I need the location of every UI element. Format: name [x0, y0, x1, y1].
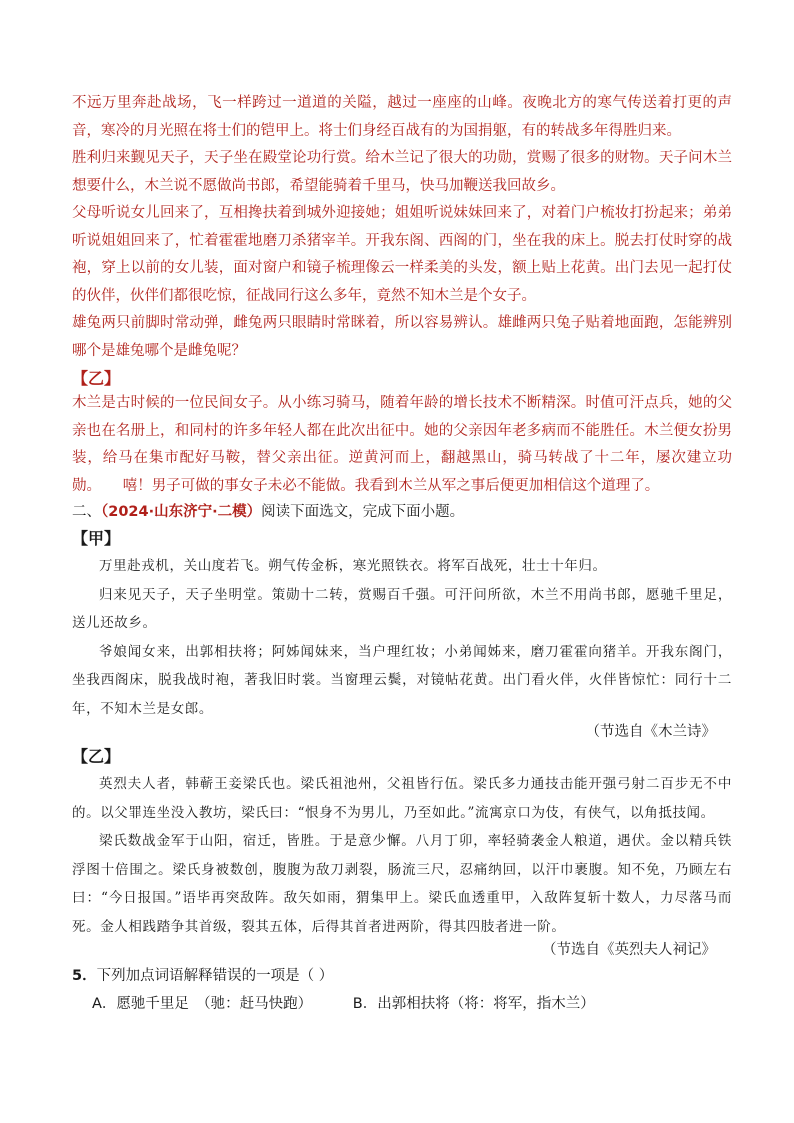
jia-source: （节选自《木兰诗》 — [585, 724, 716, 740]
yi-translation-paragraph — [72, 390, 732, 500]
yi-paragraph-2: 梁氏数战金军于山阳，宿迁，皆胜。于是意少懈。八月丁卯，率轻骑袭金人粮道，遇伏。金以精兵铁浮图十倍围之。梁氏身被数创，腹腹为敌刀剥裂，肠流三尺，忍痛纳回，以汗巾裹腹。知不免，乃顾左右曰：“今日报国。”语毕再突敌阵。敌矢如雨，猬集甲上。梁氏血透重甲，入敌阵复斩十数人，力尽落马而死。金人相践踏争其首级，裂其五体，后得其首者进两阶，得其四肢者进一阶。 — [72, 833, 732, 935]
jia-passage — [72, 552, 732, 723]
translation-paragraph-3: 父母听说女儿回来了，互相搀扶着到城外迎接她；姐姐听说妹妹回来了，对着门户梳妆打扮起来；弟弟听说姐姐回来了，忙着霍霍地磨刀杀猪宰羊。开我东阁、西阁的门，坐在我的床上。脱去打仗时穿的战袍，穿上以前的女儿装，面对窗户和镜子梳理像云一样柔美的头发，额上贴上花黄。出门去见一起打仗的伙伴，伙伴们都很吃惊，征战同行这么多年，竟然不知木兰是个女子。 — [72, 205, 732, 304]
translation-paragraph-4: 雄兔两只前脚时常动弹，雌兔两只眼睛时常眯着，所以容易辨认。雄雌两只兔子贴着地面跑，怎能辨别哪个是雄兔哪个是雌兔呢？ — [72, 315, 732, 359]
yi-translation-block — [72, 390, 732, 500]
jia-paragraph-2: 归来见天子，天子坐明堂。策勋十二转，赏赐百千强。可汗问所欲，木兰不用尚书郎，愿驰千里足，送儿还故乡。 — [72, 586, 732, 631]
source-tag: （2024·山东济宁·二模） — [101, 504, 262, 520]
translation-paragraph-1: 不远万里奔赴战场，飞一样跨过一道道的关隘，越过一座座的山峰。夜晚北方的寒气传送着打更的声音，寒冷的月光照在将士们的铠甲上。将士们身经百战有的为国捐躯，有的转战多年得胜归来。 — [72, 95, 732, 139]
jia-paragraph-1: 万里赴戎机，关山度若飞。朔气传金柝，寒光照铁衣。将军百战死，壮士十年归。 — [99, 558, 607, 574]
option-a[interactable]: A．愿驰千里足 （驰：赶马快跑） — [92, 996, 313, 1012]
yi-label-red: 【乙】 — [72, 369, 121, 388]
section-instruction: 阅读下面选文，完成下面小题。 — [261, 504, 465, 520]
section-number: 二、 — [72, 504, 101, 520]
section-heading — [72, 500, 464, 521]
yi-source: （节选自《英烈夫人祠记》 — [542, 942, 716, 958]
yi-passage — [72, 770, 732, 941]
translation-block — [72, 90, 732, 365]
question-options — [92, 992, 595, 1013]
question-5 — [72, 964, 333, 985]
yi-paragraph-1: 英烈夫人者，韩蕲王妾梁氏也。梁氏祖池州，父祖皆行伍。梁氏多力通技击能开强弓射二百步无不中的。以父罪连坐没入教坊，梁氏曰：“恨身不为男儿，乃至如此。”流寓京口为伎，有侠气，以角抵技闻。 — [72, 776, 732, 821]
jia-paragraph-3: 爷娘闻女来，出郭相扶将；阿姊闻妹来，当户理红妆；小弟闻姊来，磨刀霍霍向猪羊。开我东阁门，坐我西阁床，脱我战时袍，著我旧时裳。当窗理云鬓，对镜帖花黄。出门看火伴，火伴皆惊忙：同行十二年，不知木兰是女郎。 — [72, 643, 732, 717]
yi-label: 【乙】 — [72, 747, 121, 766]
option-b[interactable]: B．出郭相扶将（将：将军，指木兰） — [352, 996, 595, 1012]
yi-translation-text: 木兰是古时候的一位民间女子。从小练习骑马，随着年龄的增长技术不断精深。时值可汗点兵，她的父亲也在名册上，和同村的许多年轻人都在此次出征中。她的父亲因年老多病而不能胜任。木兰便女扮男装，给马在集市配好马鞍，替父亲出征。逆黄河而上，翻越黑山，骑马转战了十二年，屡次建立功勋。 — [72, 395, 732, 494]
yi-translation-tail: 嘻！男子可做的事女子未必不能做。我看到木兰从军之事后便更加相信这个道理了。 — [122, 477, 660, 494]
question-number: 5． — [72, 968, 97, 984]
translation-paragraph-2: 胜利归来觐见天子，天子坐在殿堂论功行赏。给木兰记了很大的功勋，赏赐了很多的财物。天子问木兰想要什么，木兰说不愿做尚书郎，希望能骑着千里马，快马加鞭送我回故乡。 — [72, 150, 732, 194]
jia-label: 【甲】 — [72, 529, 121, 548]
question-text: 下列加点词语解释错误的一项是（ ） — [96, 968, 334, 984]
